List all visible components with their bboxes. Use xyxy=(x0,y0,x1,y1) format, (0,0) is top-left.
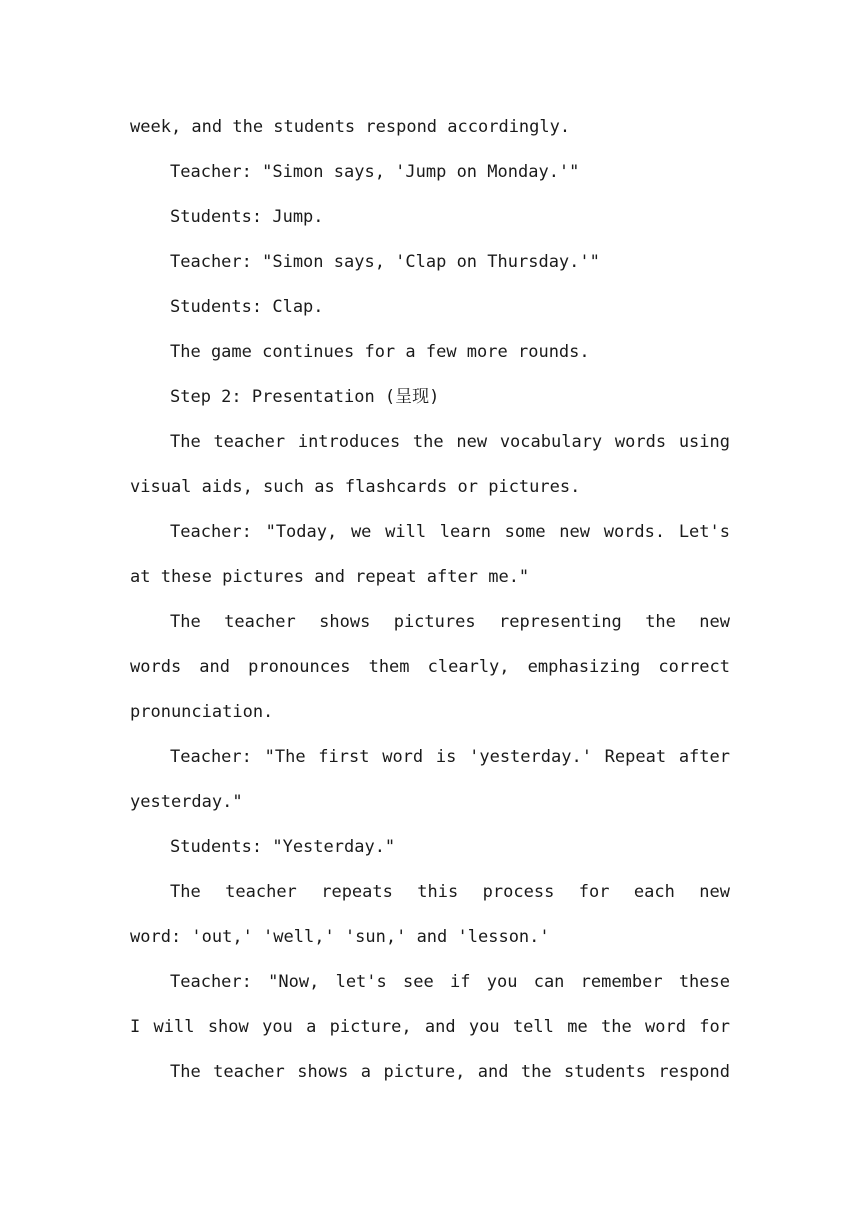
text-line: Teacher: "Simon says, 'Clap on Thursday.'" xyxy=(170,252,600,272)
text-line: Students: "Yesterday." xyxy=(170,837,396,857)
text-line: at these pictures and repeat after me." xyxy=(130,567,530,587)
text-line: words and pronounces them clearly, emphasizing correct xyxy=(130,657,730,677)
text-line: The teacher shows pictures representing the new xyxy=(170,612,730,632)
text-line: visual aids, such as flashcards or pictures. xyxy=(130,477,581,497)
text-line: The teacher repeats this process for each new xyxy=(170,882,730,902)
text-line: yesterday." xyxy=(130,792,243,812)
text-line: I will show you a picture, and you tell me the word for xyxy=(130,1017,730,1037)
text-line: The teacher introduces the new vocabulary words using xyxy=(170,432,730,452)
text-line: word: 'out,' 'well,' 'sun,' and 'lesson.' xyxy=(130,927,550,947)
text-line: Teacher: "The first word is 'yesterday.' Repeat after xyxy=(170,747,730,767)
text-line: Students: Jump. xyxy=(170,207,324,227)
text-line: Students: Clap. xyxy=(170,297,324,317)
text-line: Teacher: "Now, let's see if you can remember these xyxy=(170,972,730,992)
section-heading: Step 2: Presentation (呈现) xyxy=(170,387,440,407)
document-body xyxy=(130,105,730,1095)
text-line: The teacher shows a picture, and the students respond xyxy=(170,1062,730,1082)
text-line: week, and the students respond accordingly. xyxy=(130,117,571,137)
text-line: Teacher: "Today, we will learn some new words. Let's xyxy=(170,522,730,542)
text-line: Teacher: "Simon says, 'Jump on Monday.'" xyxy=(170,162,580,182)
text-line: pronunciation. xyxy=(130,702,274,722)
text-line: The game continues for a few more rounds. xyxy=(170,342,590,362)
